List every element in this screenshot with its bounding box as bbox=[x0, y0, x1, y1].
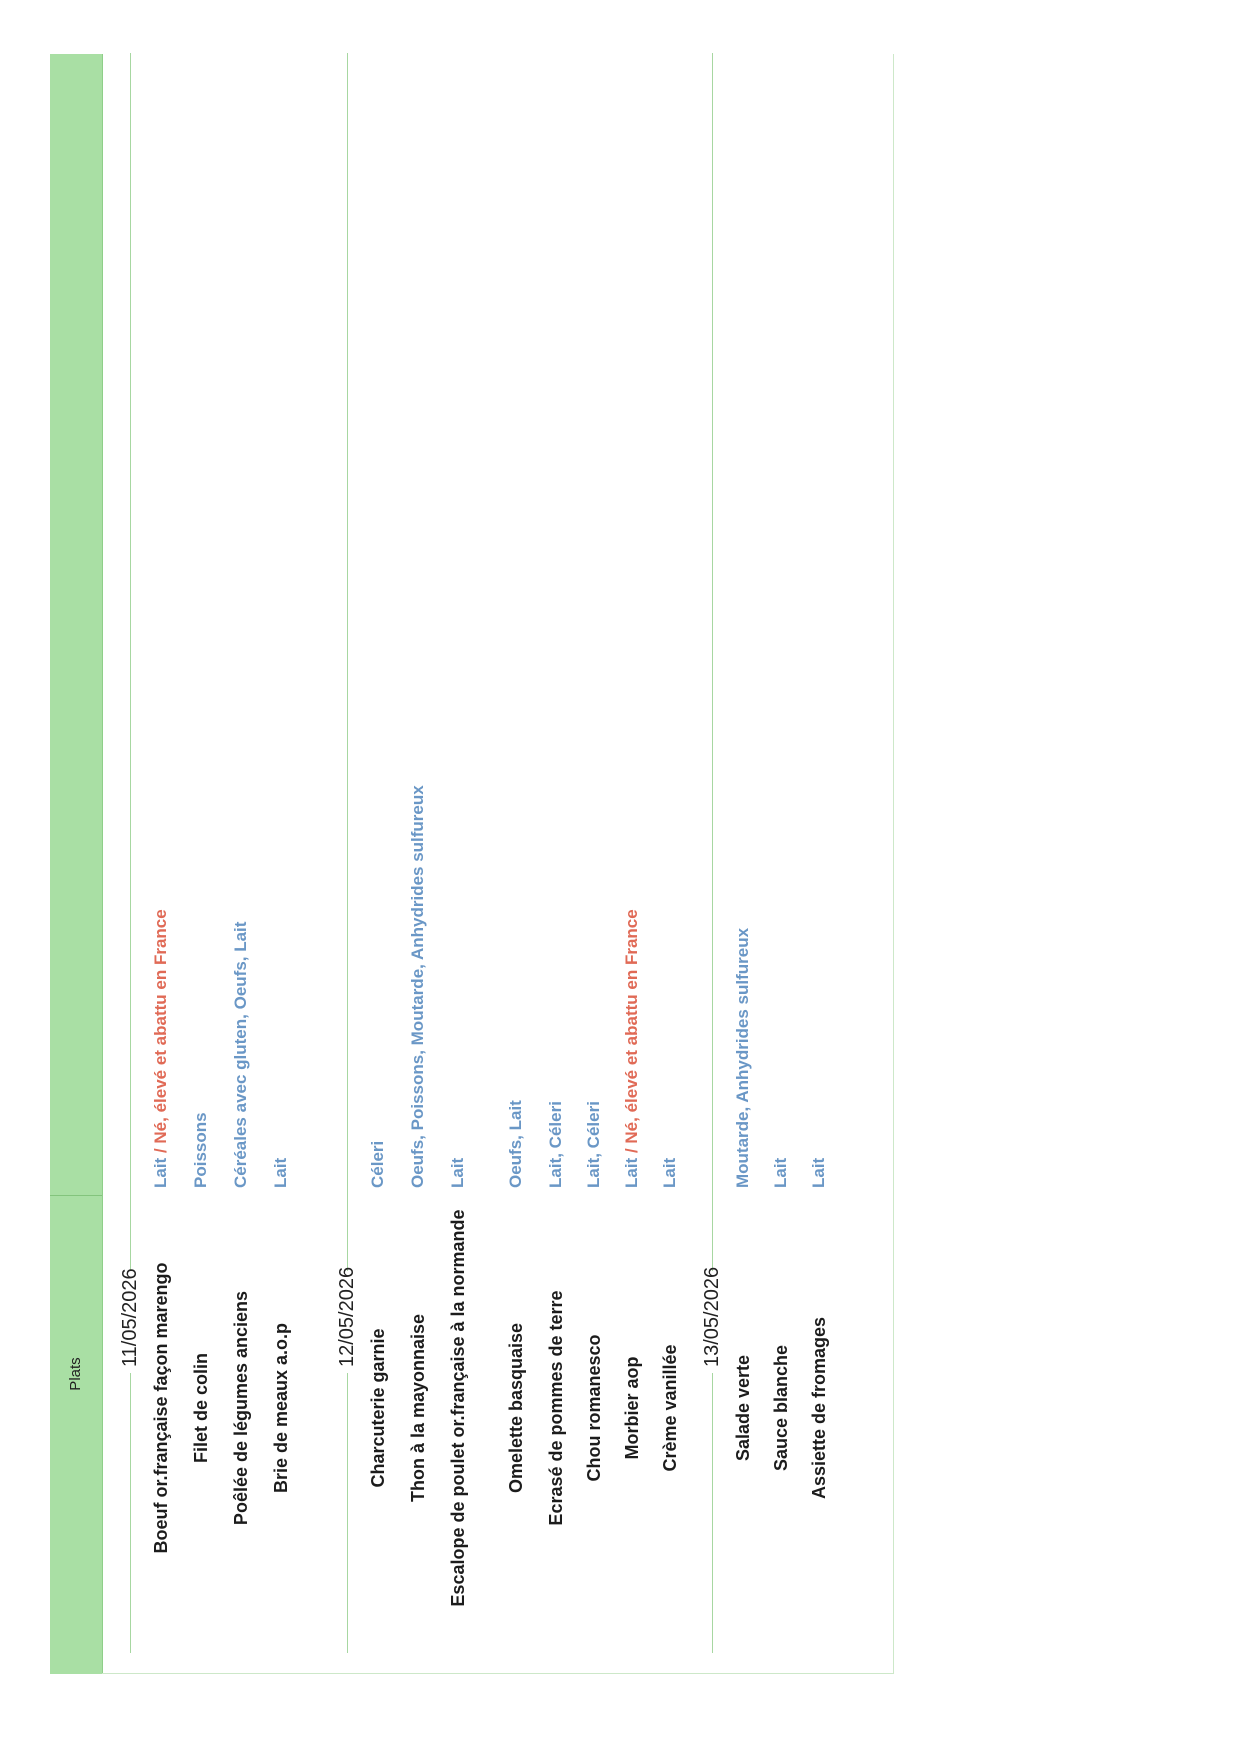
dish-row bbox=[583, 53, 623, 1673]
dish-row bbox=[808, 53, 848, 1673]
dish-name: Filet de colin bbox=[191, 1353, 211, 1464]
dish-name: Poêlée de légumes anciens bbox=[231, 1290, 251, 1526]
dish-row bbox=[545, 53, 585, 1673]
dish-row bbox=[447, 53, 499, 1673]
column-header-plats: Plats bbox=[67, 1357, 84, 1391]
dish-name: Omelette basquaise bbox=[506, 1322, 526, 1494]
allergen-text: Lait bbox=[771, 1157, 790, 1188]
allergen-list bbox=[621, 909, 643, 1188]
dish-row bbox=[270, 53, 310, 1673]
allergen-list bbox=[545, 1101, 567, 1188]
origin-text: / Né, élevé et abattu en France bbox=[622, 909, 641, 1158]
dish-row bbox=[621, 53, 661, 1673]
allergen-text: Lait bbox=[448, 1157, 467, 1188]
allergen-text: Lait bbox=[151, 1157, 170, 1188]
origin-text: / Né, élevé et abattu en France bbox=[151, 909, 170, 1158]
dish-name: Brie de meaux a.o.p bbox=[271, 1322, 291, 1494]
date-label: 13/05/2026 bbox=[692, 1271, 732, 1373]
dish-name: Thon à la mayonnaise bbox=[408, 1313, 428, 1503]
dish-row bbox=[190, 53, 230, 1673]
dish-name: Boeuf or.française façon marengo bbox=[151, 1262, 171, 1554]
allergen-list bbox=[732, 928, 754, 1188]
allergen-text: Lait bbox=[622, 1157, 641, 1188]
allergen-text: Oeufs, Lait bbox=[506, 1100, 525, 1188]
menu-sheet bbox=[50, 54, 910, 1674]
allergen-text: Lait, Céleri bbox=[546, 1101, 565, 1188]
allergen-text: Céleri bbox=[368, 1140, 387, 1188]
allergen-text: Oeufs, Poissons, Moutarde, Anhydrides sulfureux bbox=[408, 785, 427, 1188]
allergen-list bbox=[270, 1158, 292, 1188]
allergen-list bbox=[659, 1158, 681, 1188]
dish-row bbox=[770, 53, 810, 1673]
table-header bbox=[50, 54, 103, 1674]
dish-name: Salade verte bbox=[733, 1354, 753, 1462]
allergen-text: Lait bbox=[660, 1157, 679, 1188]
allergen-text: Lait, Céleri bbox=[584, 1101, 603, 1188]
date-divider bbox=[712, 53, 713, 1653]
header-divider bbox=[50, 1195, 102, 1196]
date-row bbox=[110, 53, 150, 1673]
allergen-list bbox=[367, 1141, 389, 1188]
dish-row bbox=[407, 53, 447, 1673]
date-row bbox=[692, 53, 732, 1673]
dish-name: Charcuterie garnie bbox=[368, 1328, 388, 1488]
date-label: 12/05/2026 bbox=[327, 1271, 367, 1373]
dish-row bbox=[505, 53, 545, 1673]
allergen-text: Poissons bbox=[191, 1112, 210, 1188]
allergen-list bbox=[770, 1158, 792, 1188]
dish-row bbox=[230, 53, 270, 1673]
allergen-list bbox=[447, 1158, 469, 1188]
date-label: 11/05/2026 bbox=[110, 1271, 150, 1373]
allergen-list bbox=[230, 922, 252, 1188]
allergen-list bbox=[505, 1100, 527, 1188]
dish-name: Crème vanillée bbox=[660, 1344, 680, 1472]
allergen-text: Céréales avec gluten, Oeufs, Lait bbox=[231, 921, 250, 1188]
dish-row bbox=[367, 53, 407, 1673]
dish-name: Escalope de poulet or.française à la normande bbox=[448, 1209, 468, 1607]
dish-name: Ecrasé de pommes de terre bbox=[546, 1290, 566, 1526]
dish-name: Sauce blanche bbox=[771, 1344, 791, 1472]
date-row bbox=[327, 53, 367, 1673]
allergen-list bbox=[190, 1112, 212, 1188]
allergen-text: Moutarde, Anhydrides sulfureux bbox=[733, 927, 752, 1188]
dish-name: Chou romanesco bbox=[584, 1334, 604, 1482]
allergen-text: Lait bbox=[809, 1157, 828, 1188]
allergen-list bbox=[407, 785, 429, 1188]
dish-name: Assiette de fromages bbox=[809, 1316, 829, 1500]
allergen-text: Lait bbox=[271, 1157, 290, 1188]
menu-table bbox=[102, 54, 894, 1674]
allergen-list bbox=[150, 909, 172, 1188]
allergen-list bbox=[808, 1158, 830, 1188]
dish-name: Morbier aop bbox=[622, 1356, 642, 1460]
date-divider bbox=[347, 53, 348, 1653]
dish-row bbox=[150, 53, 190, 1673]
date-divider bbox=[130, 53, 131, 1653]
dish-row bbox=[732, 53, 772, 1673]
allergen-list bbox=[583, 1101, 605, 1188]
